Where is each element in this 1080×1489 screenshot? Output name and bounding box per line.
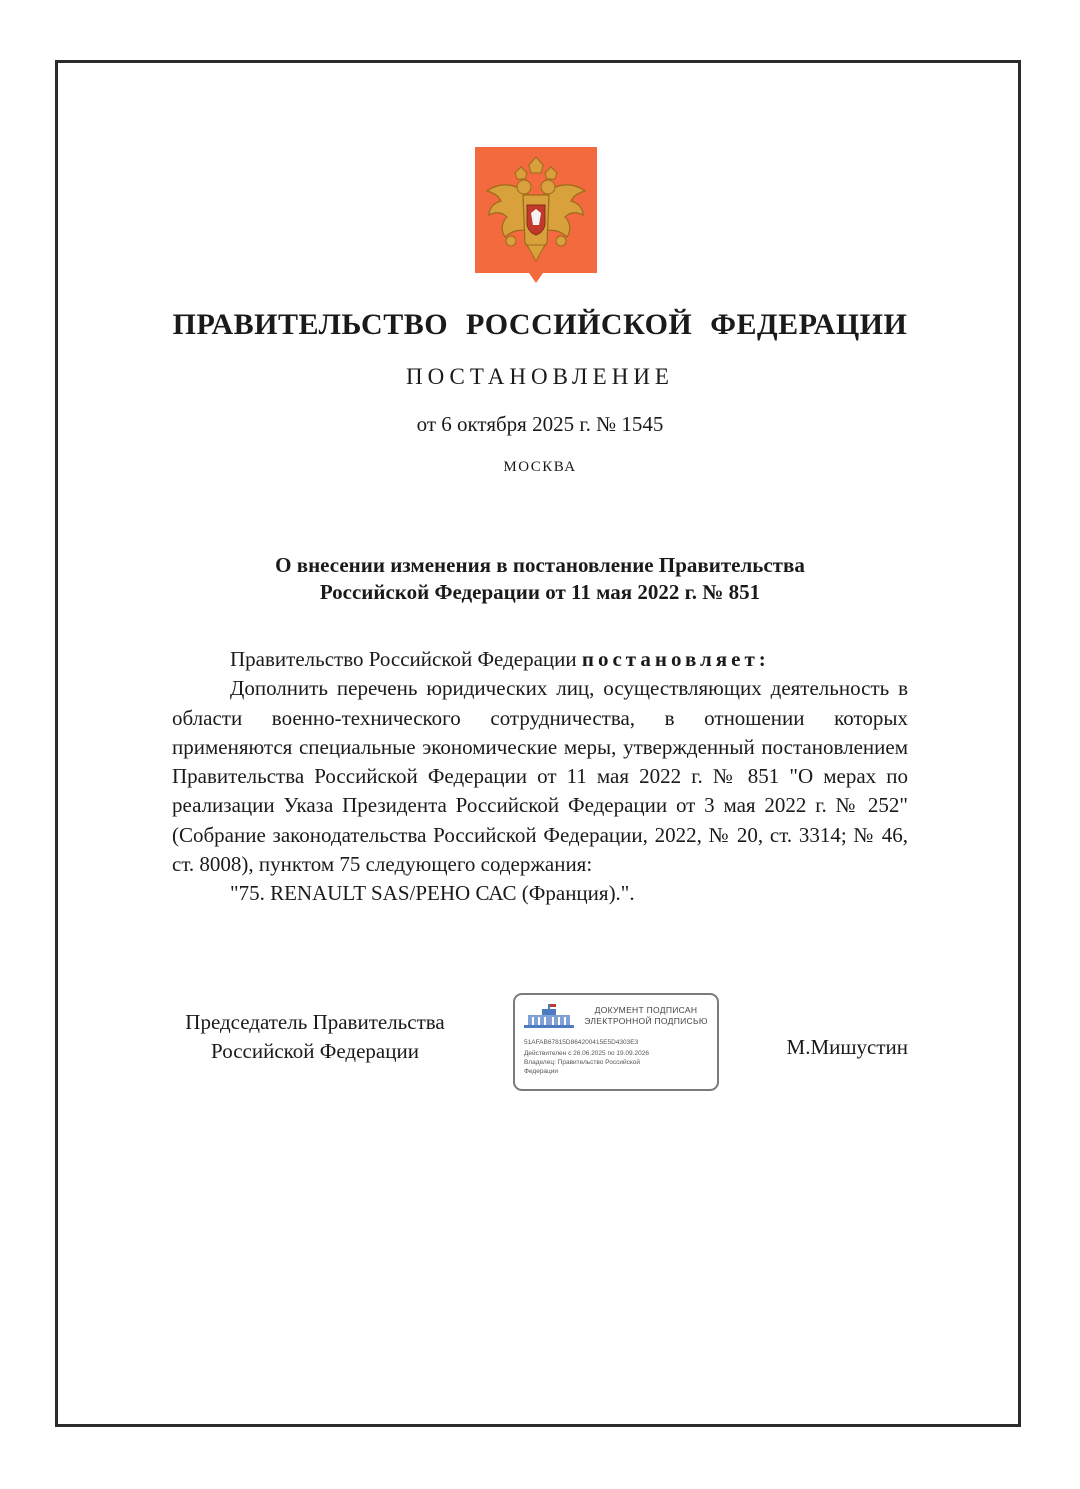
intro-lead: Правительство Российской Федерации bbox=[230, 647, 582, 671]
government-building-icon bbox=[524, 1003, 574, 1031]
stamp-validity: Действителен с 26.06.2025 по 19.09.2026 bbox=[524, 1050, 649, 1057]
signer-position-line-2: Российской Федерации bbox=[211, 1039, 419, 1063]
signer-name: М.Мишустин bbox=[786, 1035, 908, 1059]
signer-position bbox=[160, 1008, 470, 1066]
resolution-item: "75. RENAULT SAS/РЕНО САС (Франция).". bbox=[230, 881, 635, 906]
subject-line-1: О внесении изменения в постановление Правительства bbox=[275, 553, 805, 577]
document-date-number: от 6 октября 2025 г. № 1545 bbox=[416, 412, 664, 436]
government-title: ПРАВИТЕЛЬСТВО РОССИЙСКОЙ ФЕДЕРАЦИИ bbox=[172, 308, 908, 341]
stamp-owner-line-2: Федерации bbox=[524, 1068, 559, 1075]
stamp-certificate: 51AFAB67815D864200415E5D4303E3 bbox=[524, 1039, 639, 1046]
resolution-intro bbox=[172, 645, 908, 674]
coat-of-arms-icon bbox=[475, 147, 597, 283]
stamp-owner-line-1: Владелец: Правительство Российской bbox=[524, 1059, 641, 1066]
document-kind: ПОСТАНОВЛЕНИЕ bbox=[406, 364, 674, 389]
electronic-signature-stamp bbox=[513, 993, 719, 1091]
stamp-heading bbox=[579, 1005, 713, 1027]
stamp-heading-line-2: ЭЛЕКТРОННОЙ ПОДПИСЬЮ bbox=[584, 1016, 708, 1026]
document-body bbox=[172, 645, 908, 909]
intro-decree-word: постановляет: bbox=[581, 647, 770, 671]
resolution-paragraph: Дополнить перечень юридических лиц, осуществляющих деятельность в области военно-технического сотрудничества, в отношении которых применяются специальные экономические меры, утвержденный постановлением Правительства Российской Федерации от 11 мая 2022 г. № 851 "О мерах по реализации Указа Президента Российской Федерации от 3 мая 2022 г. № 252" (Собрание законодательства Российской Федерации, 2022, № 20, ст. 3314; № 46, ст. 8008), пунктом 75 следующего содержания: bbox=[172, 676, 908, 877]
stamp-heading-line-1: ДОКУМЕНТ ПОДПИСАН bbox=[594, 1005, 698, 1015]
document-subject bbox=[170, 552, 910, 606]
document-city: МОСКВА bbox=[503, 459, 577, 475]
subject-line-2: Российской Федерации от 11 мая 2022 г. № 851 bbox=[319, 580, 761, 604]
signer-position-line-1: Председатель Правительства bbox=[185, 1010, 445, 1034]
